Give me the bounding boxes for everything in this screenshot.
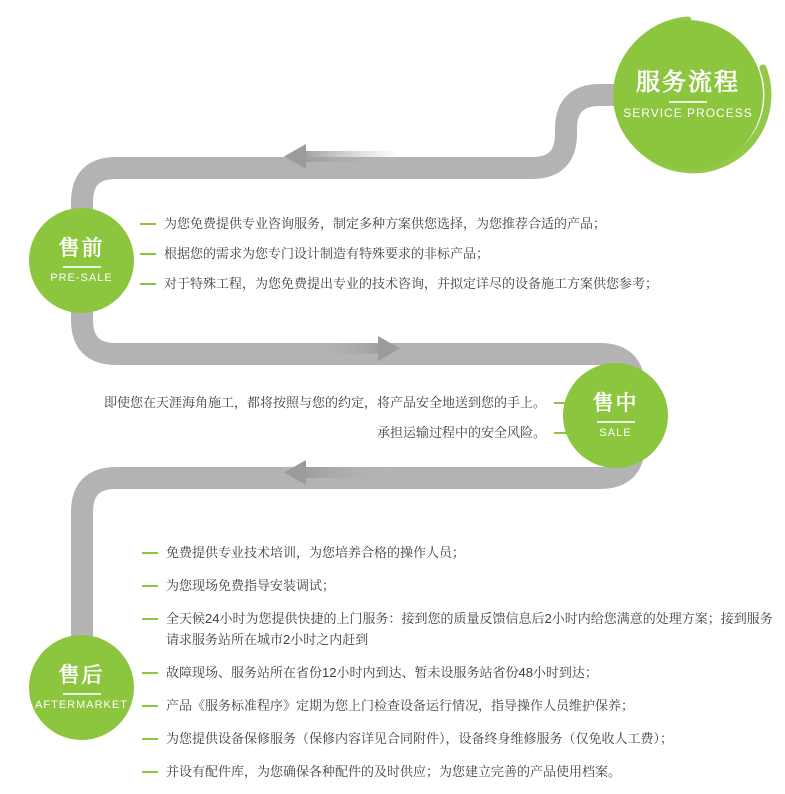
list-item: 产品《服务标准程序》定期为您上门检查设备运行情况，指导操作人员维护保养； <box>142 695 785 716</box>
bullet-dash-icon <box>140 253 156 255</box>
node-aftermarket <box>29 635 134 740</box>
bullet-dash-icon <box>142 705 158 707</box>
divider <box>63 693 101 695</box>
bullet-dash-icon <box>554 432 570 434</box>
bullet-dash-icon <box>140 283 156 285</box>
list-item: 根据您的需求为您专门设计制造有特殊要求的非标产品； <box>140 243 658 264</box>
node-service-process <box>613 20 763 170</box>
node-sale-en: SALE <box>599 426 632 439</box>
list-item: 即使您在天涯海角施工，都将按照与您的约定，将产品安全地送到您的手上。 <box>104 392 570 413</box>
bullet-dash-icon <box>142 552 158 554</box>
node-sale-cn: 售中 <box>592 392 639 416</box>
list-item: 为您免费提供专业咨询服务，制定多种方案供您选择，为您推荐合适的产品； <box>140 213 658 234</box>
node-aftermarket-en: AFTERMARKET <box>35 698 128 711</box>
node-pre-sale-en: PRE-SALE <box>50 271 113 284</box>
bullet-dash-icon <box>142 672 158 674</box>
list-item: 全天候24小时为您提供快捷的上门服务：接到您的质量反馈信息后2小时内给您满意的处理方案；接到服务请求服务站所在城市2小时之内赶到 <box>142 608 785 650</box>
bullet-dash-icon <box>142 771 158 773</box>
list-item: 为您提供设备保修服务（保修内容详见合同附件），设备终身维修服务（仅免收人工费）； <box>142 728 785 749</box>
divider <box>669 101 707 103</box>
node-sale <box>563 363 668 468</box>
aftermarket-items <box>142 542 785 794</box>
list-item: 承担运输过程中的安全风险。 <box>104 422 570 443</box>
list-item: 故障现场、服务站所在省份12小时内到达、暂未设服务站省份48小时到达； <box>142 662 785 683</box>
bullet-dash-icon <box>142 618 158 620</box>
bullet-dash-icon <box>142 738 158 740</box>
list-item: 免费提供专业技术培训，为您培养合格的操作人员； <box>142 542 785 563</box>
sale-items <box>104 392 570 443</box>
bullet-dash-icon <box>140 223 156 225</box>
node-service-process-en: SERVICE PROCESS <box>623 106 753 121</box>
node-aftermarket-cn: 售后 <box>58 664 105 688</box>
divider <box>597 421 635 423</box>
list-item: 并设有配件库，为您确保各种配件的及时供应；为您建立完善的产品使用档案。 <box>142 761 785 782</box>
list-item: 对于特殊工程，为您免费提出专业的技术咨询，并拟定详尽的设备施工方案供您参考； <box>140 273 658 294</box>
pre-sale-items <box>140 213 658 294</box>
node-pre-sale-cn: 售前 <box>58 237 105 261</box>
bullet-dash-icon <box>554 402 570 404</box>
bullet-dash-icon <box>142 585 158 587</box>
divider <box>63 266 101 268</box>
node-pre-sale <box>29 208 134 313</box>
list-item: 为您现场免费指导安装调试； <box>142 575 785 596</box>
node-service-process-cn: 服务流程 <box>636 68 740 96</box>
